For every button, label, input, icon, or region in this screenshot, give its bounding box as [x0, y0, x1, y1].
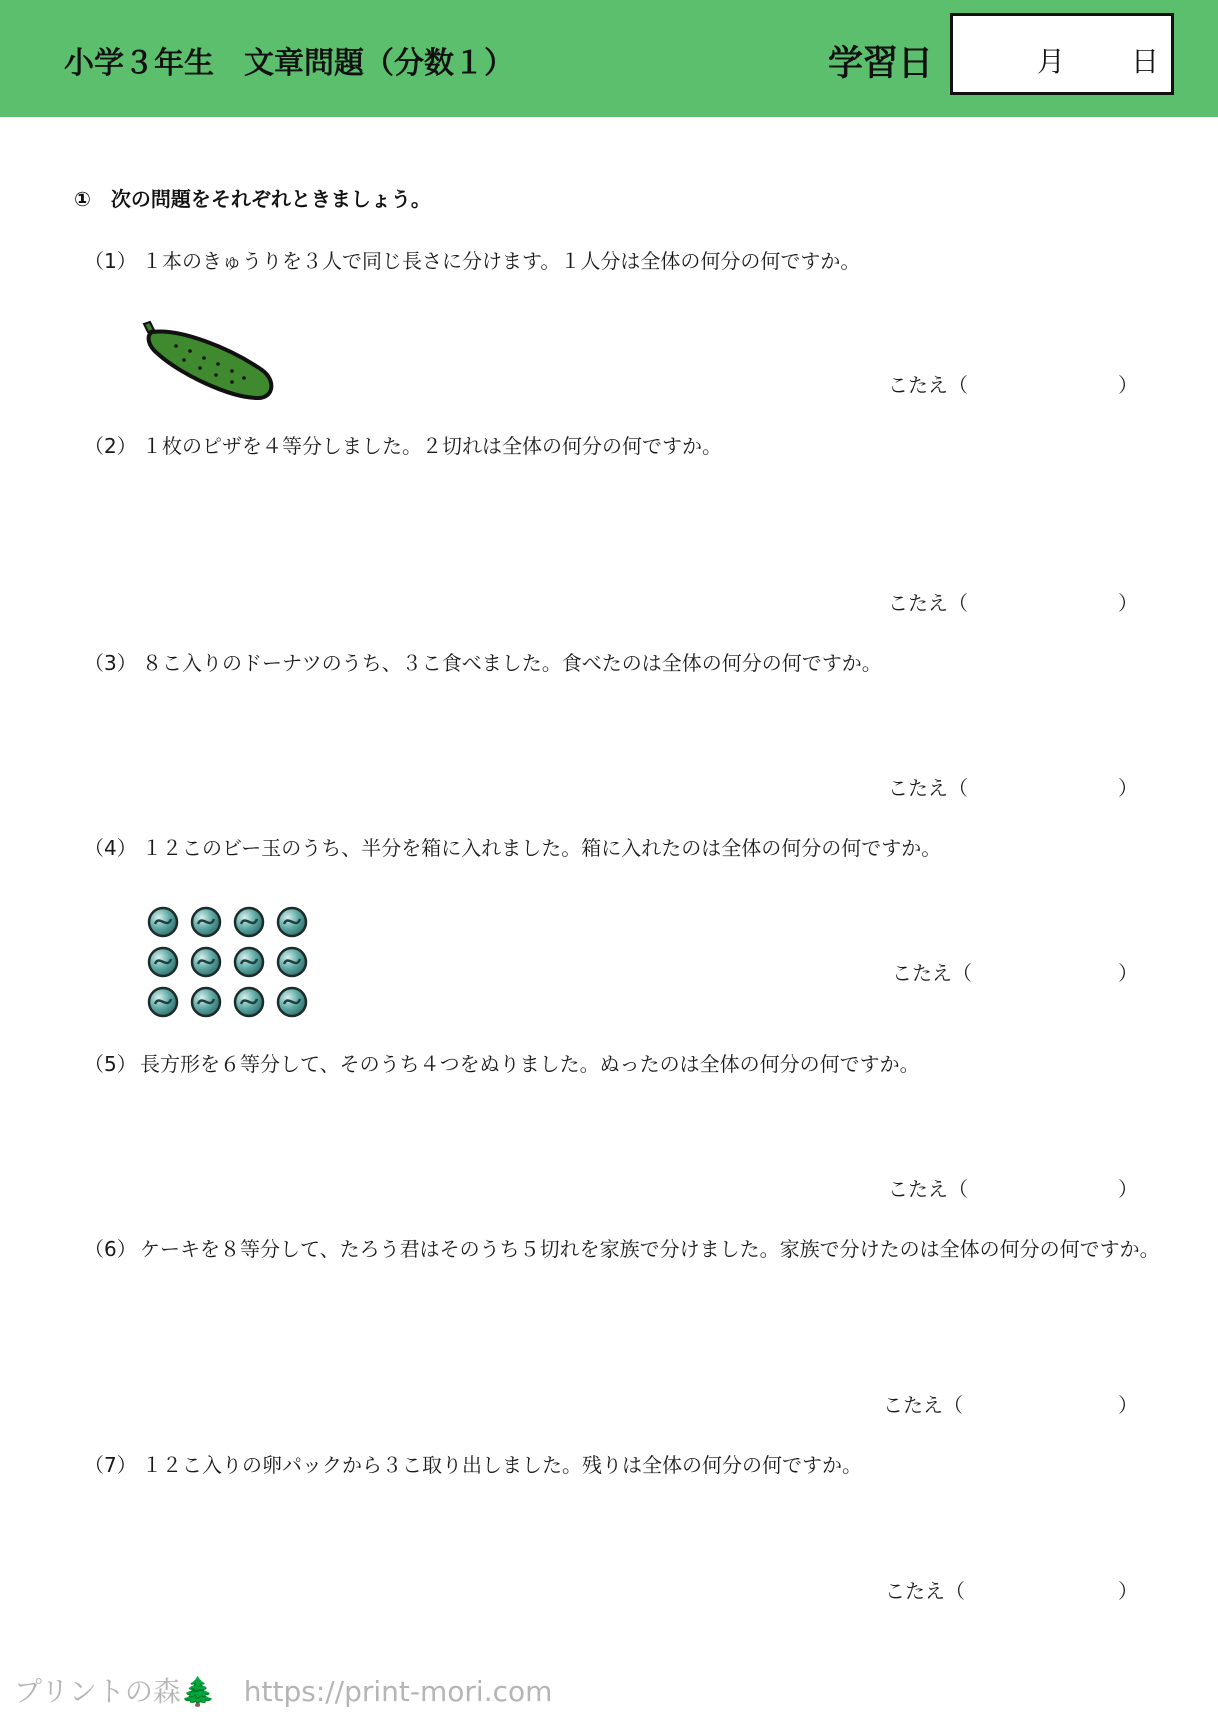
question-text: ケーキを８等分して、たろう君はそのうち５切れを家族で分けました。家族で分けたのは全体の何分の何ですか。: [140, 1237, 1160, 1261]
answer-label: こたえ（: [888, 776, 968, 800]
answer-close-paren: ）: [1118, 776, 1138, 800]
answer-close-paren: ）: [1118, 591, 1138, 615]
study-date-box[interactable]: [950, 13, 1174, 95]
day-label: 日: [1131, 45, 1160, 78]
question-text: １２こ入りの卵パックから３こ取り出しました。残りは全体の何分の何ですか。: [142, 1453, 862, 1477]
answer-label: こたえ（: [888, 591, 968, 615]
question-number: （4）: [84, 836, 137, 860]
answer-label: こたえ（: [885, 1579, 965, 1603]
month-label: 月: [1037, 45, 1066, 78]
cucumber-icon: [140, 318, 280, 412]
instruction-text: ① 次の問題をそれぞれときましょう。: [74, 187, 431, 211]
question-number: （5）: [84, 1052, 137, 1076]
question-text: １枚のピザを４等分しました。２切れは全体の何分の何ですか。: [142, 434, 722, 458]
study-date-label: 学習日: [828, 44, 934, 84]
answer-close-paren: ）: [1118, 961, 1138, 985]
answer-close-paren: ）: [1118, 1177, 1138, 1201]
question-text: １本のきゅうりを３人で同じ長さに分けます。１人分は全体の何分の何ですか。: [142, 249, 861, 273]
question-text: １２このビー玉のうち、半分を箱に入れました。箱に入れたのは全体の何分の何ですか。: [142, 836, 942, 860]
answer-label: こたえ（: [888, 373, 968, 397]
question-number: （2）: [84, 434, 137, 458]
answer-close-paren: ）: [1118, 373, 1138, 397]
answer-close-paren: ）: [1118, 1579, 1138, 1603]
answer-label: こたえ（: [892, 961, 972, 985]
footer-site-name: プリントの森🌲: [14, 1675, 216, 1708]
question-number: （7）: [84, 1453, 137, 1477]
question-text: 長方形を６等分して、そのうち４つをぬりました。ぬったのは全体の何分の何ですか。: [140, 1052, 920, 1076]
marbles-icon: [144, 904, 314, 1020]
question-number: （1）: [84, 249, 137, 273]
question-text: ８こ入りのドーナツのうち、３こ食べました。食べたのは全体の何分の何ですか。: [142, 651, 882, 675]
question-number: （6）: [84, 1237, 137, 1261]
answer-label: こたえ（: [883, 1393, 963, 1417]
answer-close-paren: ）: [1118, 1393, 1138, 1417]
footer: [14, 1670, 552, 1710]
header-bar: [0, 0, 1218, 117]
worksheet-title: 小学３年生 文章問題（分数１）: [64, 46, 514, 81]
question-number: （3）: [84, 651, 137, 675]
footer-url-link[interactable]: https://print-mori.com: [243, 1675, 553, 1708]
answer-label: こたえ（: [888, 1177, 968, 1201]
